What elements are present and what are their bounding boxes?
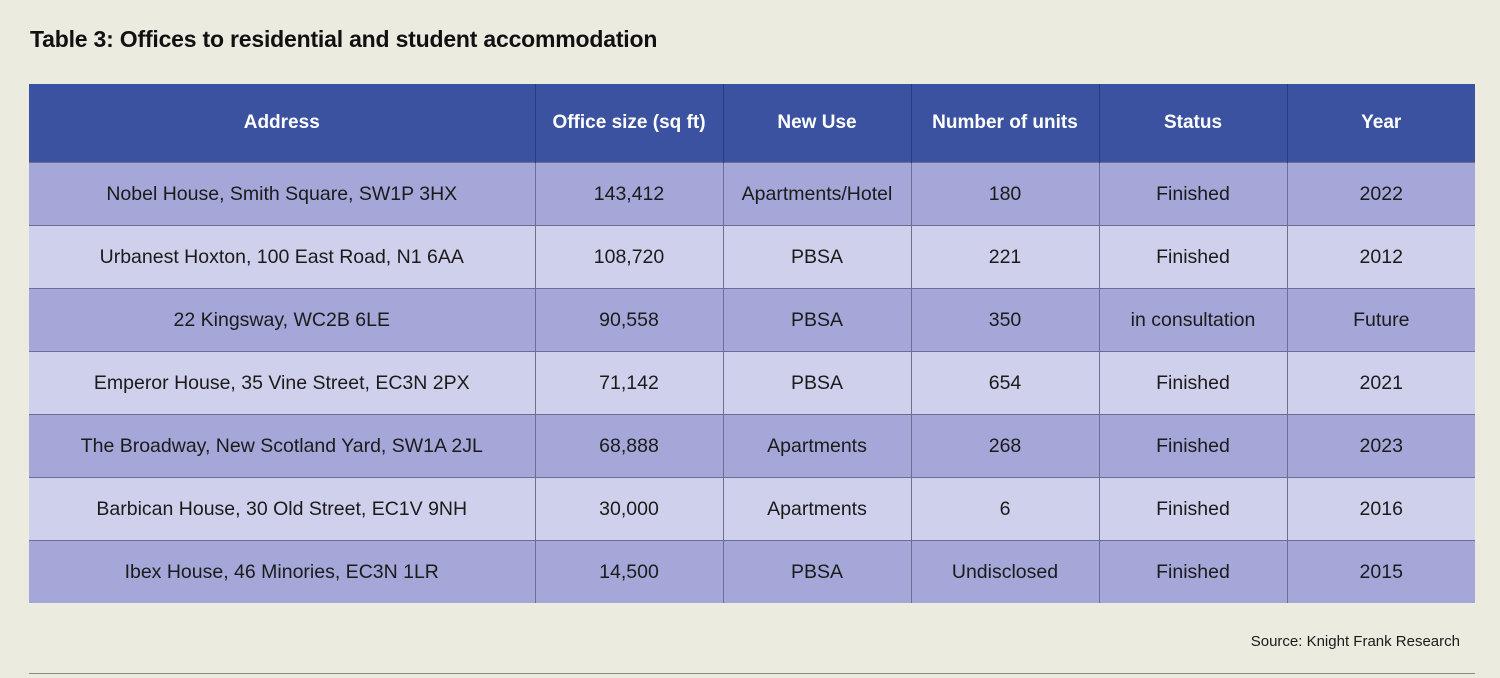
cell-year: 2021 bbox=[1287, 352, 1475, 415]
cell-office-size: 90,558 bbox=[535, 289, 723, 352]
bottom-divider bbox=[29, 673, 1475, 674]
cell-office-size: 14,500 bbox=[535, 541, 723, 604]
cell-new-use: PBSA bbox=[723, 289, 911, 352]
table-row bbox=[29, 226, 1475, 289]
cell-status: in consultation bbox=[1099, 289, 1287, 352]
cell-units: 180 bbox=[911, 163, 1099, 226]
cell-new-use: PBSA bbox=[723, 352, 911, 415]
table-row bbox=[29, 163, 1475, 226]
table-row bbox=[29, 541, 1475, 604]
column-header-year: Year bbox=[1287, 84, 1475, 163]
cell-year: 2016 bbox=[1287, 478, 1475, 541]
cell-office-size: 30,000 bbox=[535, 478, 723, 541]
cell-units: 268 bbox=[911, 415, 1099, 478]
cell-year: 2012 bbox=[1287, 226, 1475, 289]
column-header-office-size: Office size (sq ft) bbox=[535, 84, 723, 163]
cell-address: Ibex House, 46 Minories, EC3N 1LR bbox=[29, 541, 535, 604]
column-header-address: Address bbox=[29, 84, 535, 163]
table-row bbox=[29, 352, 1475, 415]
cell-status: Finished bbox=[1099, 541, 1287, 604]
cell-address: Urbanest Hoxton, 100 East Road, N1 6AA bbox=[29, 226, 535, 289]
cell-units: 350 bbox=[911, 289, 1099, 352]
cell-status: Finished bbox=[1099, 163, 1287, 226]
cell-address: Nobel House, Smith Square, SW1P 3HX bbox=[29, 163, 535, 226]
table-row bbox=[29, 415, 1475, 478]
cell-address: 22 Kingsway, WC2B 6LE bbox=[29, 289, 535, 352]
cell-year: 2015 bbox=[1287, 541, 1475, 604]
cell-new-use: Apartments/Hotel bbox=[723, 163, 911, 226]
cell-units: Undisclosed bbox=[911, 541, 1099, 604]
cell-status: Finished bbox=[1099, 478, 1287, 541]
cell-office-size: 71,142 bbox=[535, 352, 723, 415]
column-header-status: Status bbox=[1099, 84, 1287, 163]
cell-new-use: Apartments bbox=[723, 415, 911, 478]
cell-office-size: 108,720 bbox=[535, 226, 723, 289]
cell-office-size: 143,412 bbox=[535, 163, 723, 226]
cell-year: Future bbox=[1287, 289, 1475, 352]
cell-year: 2023 bbox=[1287, 415, 1475, 478]
header-row bbox=[29, 84, 1475, 163]
cell-units: 221 bbox=[911, 226, 1099, 289]
cell-year: 2022 bbox=[1287, 163, 1475, 226]
column-header-units: Number of units bbox=[911, 84, 1099, 163]
cell-new-use: PBSA bbox=[723, 226, 911, 289]
column-header-new-use: New Use bbox=[723, 84, 911, 163]
cell-address: Barbican House, 30 Old Street, EC1V 9NH bbox=[29, 478, 535, 541]
cell-units: 6 bbox=[911, 478, 1099, 541]
cell-office-size: 68,888 bbox=[535, 415, 723, 478]
cell-status: Finished bbox=[1099, 352, 1287, 415]
cell-new-use: Apartments bbox=[723, 478, 911, 541]
cell-units: 654 bbox=[911, 352, 1099, 415]
cell-address: The Broadway, New Scotland Yard, SW1A 2JL bbox=[29, 415, 535, 478]
cell-new-use: PBSA bbox=[723, 541, 911, 604]
cell-status: Finished bbox=[1099, 226, 1287, 289]
cell-status: Finished bbox=[1099, 415, 1287, 478]
table-row bbox=[29, 289, 1475, 352]
data-table bbox=[29, 84, 1475, 603]
table-title: Table 3: Offices to residential and student accommodation bbox=[30, 26, 658, 52]
cell-address: Emperor House, 35 Vine Street, EC3N 2PX bbox=[29, 352, 535, 415]
source-note: Source: Knight Frank Research bbox=[1250, 633, 1460, 650]
table-row bbox=[29, 478, 1475, 541]
